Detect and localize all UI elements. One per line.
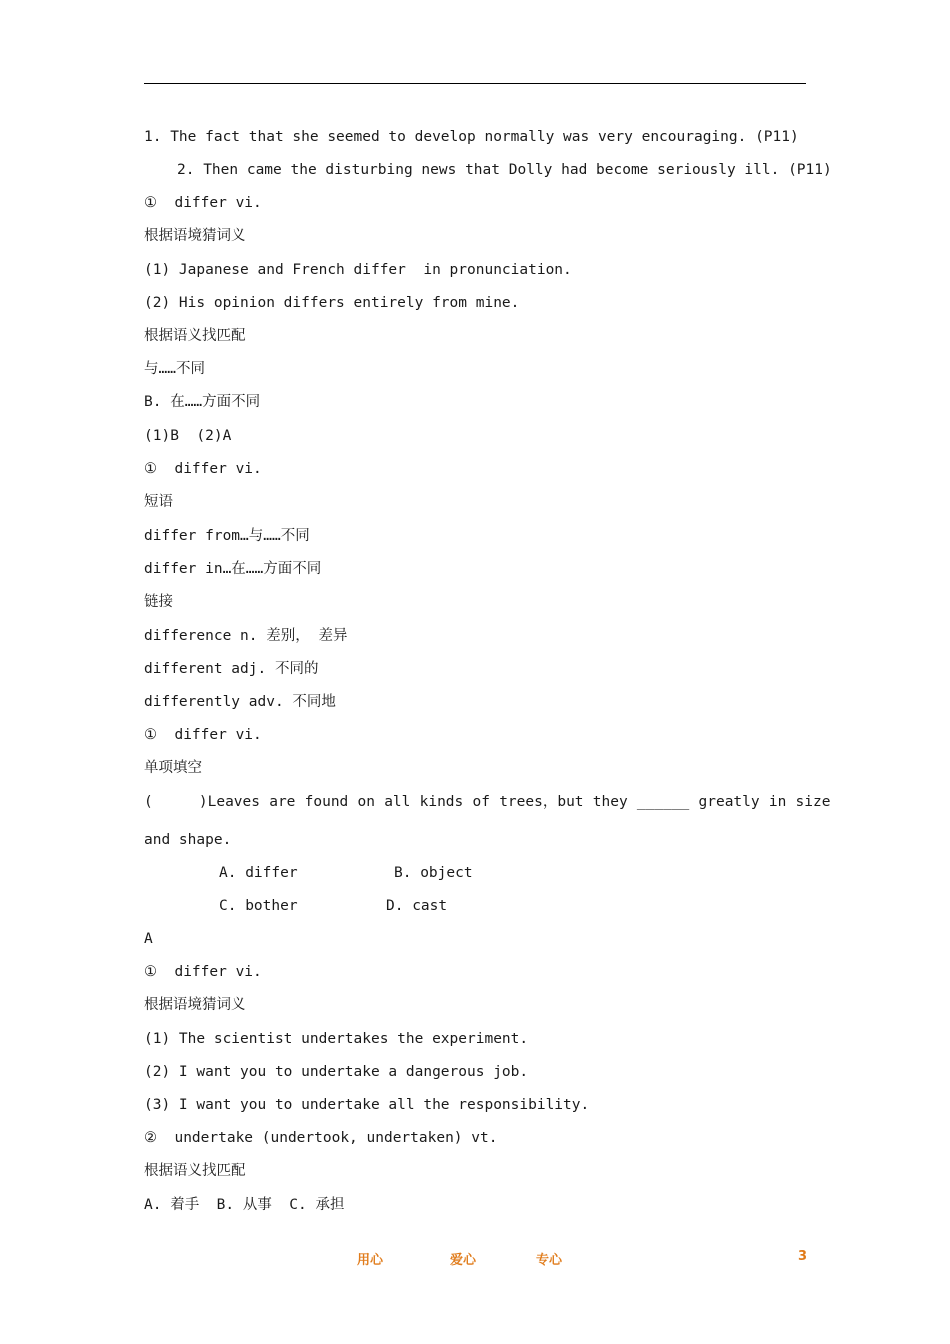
text-line: (2) His opinion differs entirely from mine. xyxy=(144,295,520,311)
text-line: 根据语义找匹配 xyxy=(144,328,246,344)
text-line: 根据语义找匹配 xyxy=(144,1163,246,1179)
text-line: ① differ vi. xyxy=(144,964,262,980)
text-line: 根据语境猜词义 xyxy=(144,228,246,244)
text-line: B. 在……方面不同 xyxy=(144,394,261,410)
text-line: 链接 xyxy=(144,594,173,610)
text-line: differ in…在……方面不同 xyxy=(144,561,322,577)
footer-word-2: 爱心 xyxy=(450,1253,477,1268)
footer-word-3: 专心 xyxy=(536,1253,563,1268)
text-line: 与……不同 xyxy=(144,361,205,377)
header-rule xyxy=(144,83,806,84)
question-line: and shape. xyxy=(144,832,232,848)
text-line: (3) I want you to undertake all the responsibility. xyxy=(144,1097,590,1113)
option-b: B. object xyxy=(394,865,473,881)
text-line: A. 着手 B. 从事 C. 承担 xyxy=(144,1197,345,1213)
text-line: 1. The fact that she seemed to develop normally was very encouraging. (P11) xyxy=(144,129,799,145)
option-a: A. differ xyxy=(219,865,298,881)
text-line: 根据语境猜词义 xyxy=(144,997,246,1013)
text-line: 单项填空 xyxy=(144,760,202,776)
text-line: (2) I want you to undertake a dangerous job. xyxy=(144,1064,529,1080)
option-d: D. cast xyxy=(386,898,448,914)
text-line: (1)B (2)A xyxy=(144,428,232,444)
text-line: different adj. 不同的 xyxy=(144,661,319,677)
text-line: differ from…与……不同 xyxy=(144,528,310,544)
page-number: 3 xyxy=(798,1249,808,1264)
text-line: (1) Japanese and French differ in pronunciation. xyxy=(144,262,572,278)
footer-word-1: 用心 xyxy=(357,1253,384,1268)
text-line: 短语 xyxy=(144,494,173,510)
text-line: ① differ vi. xyxy=(144,727,262,743)
text-line: difference n. 差别， 差异 xyxy=(144,628,348,644)
text-line: differently adv. 不同地 xyxy=(144,694,336,710)
text-line: (1) The scientist undertakes the experiment. xyxy=(144,1031,529,1047)
text-line: 2. Then came the disturbing news that Dolly had become seriously ill. (P11) xyxy=(177,162,832,178)
option-c: C. bother xyxy=(219,898,298,914)
question-line: ( )Leaves are found on all kinds of trees，but they ______ greatly in size xyxy=(144,794,831,810)
text-line: ② undertake (undertook, undertaken) vt. xyxy=(144,1130,498,1146)
text-line: ① differ vi. xyxy=(144,461,262,477)
answer-line: A xyxy=(144,931,153,947)
text-line: ① differ vi. xyxy=(144,195,262,211)
